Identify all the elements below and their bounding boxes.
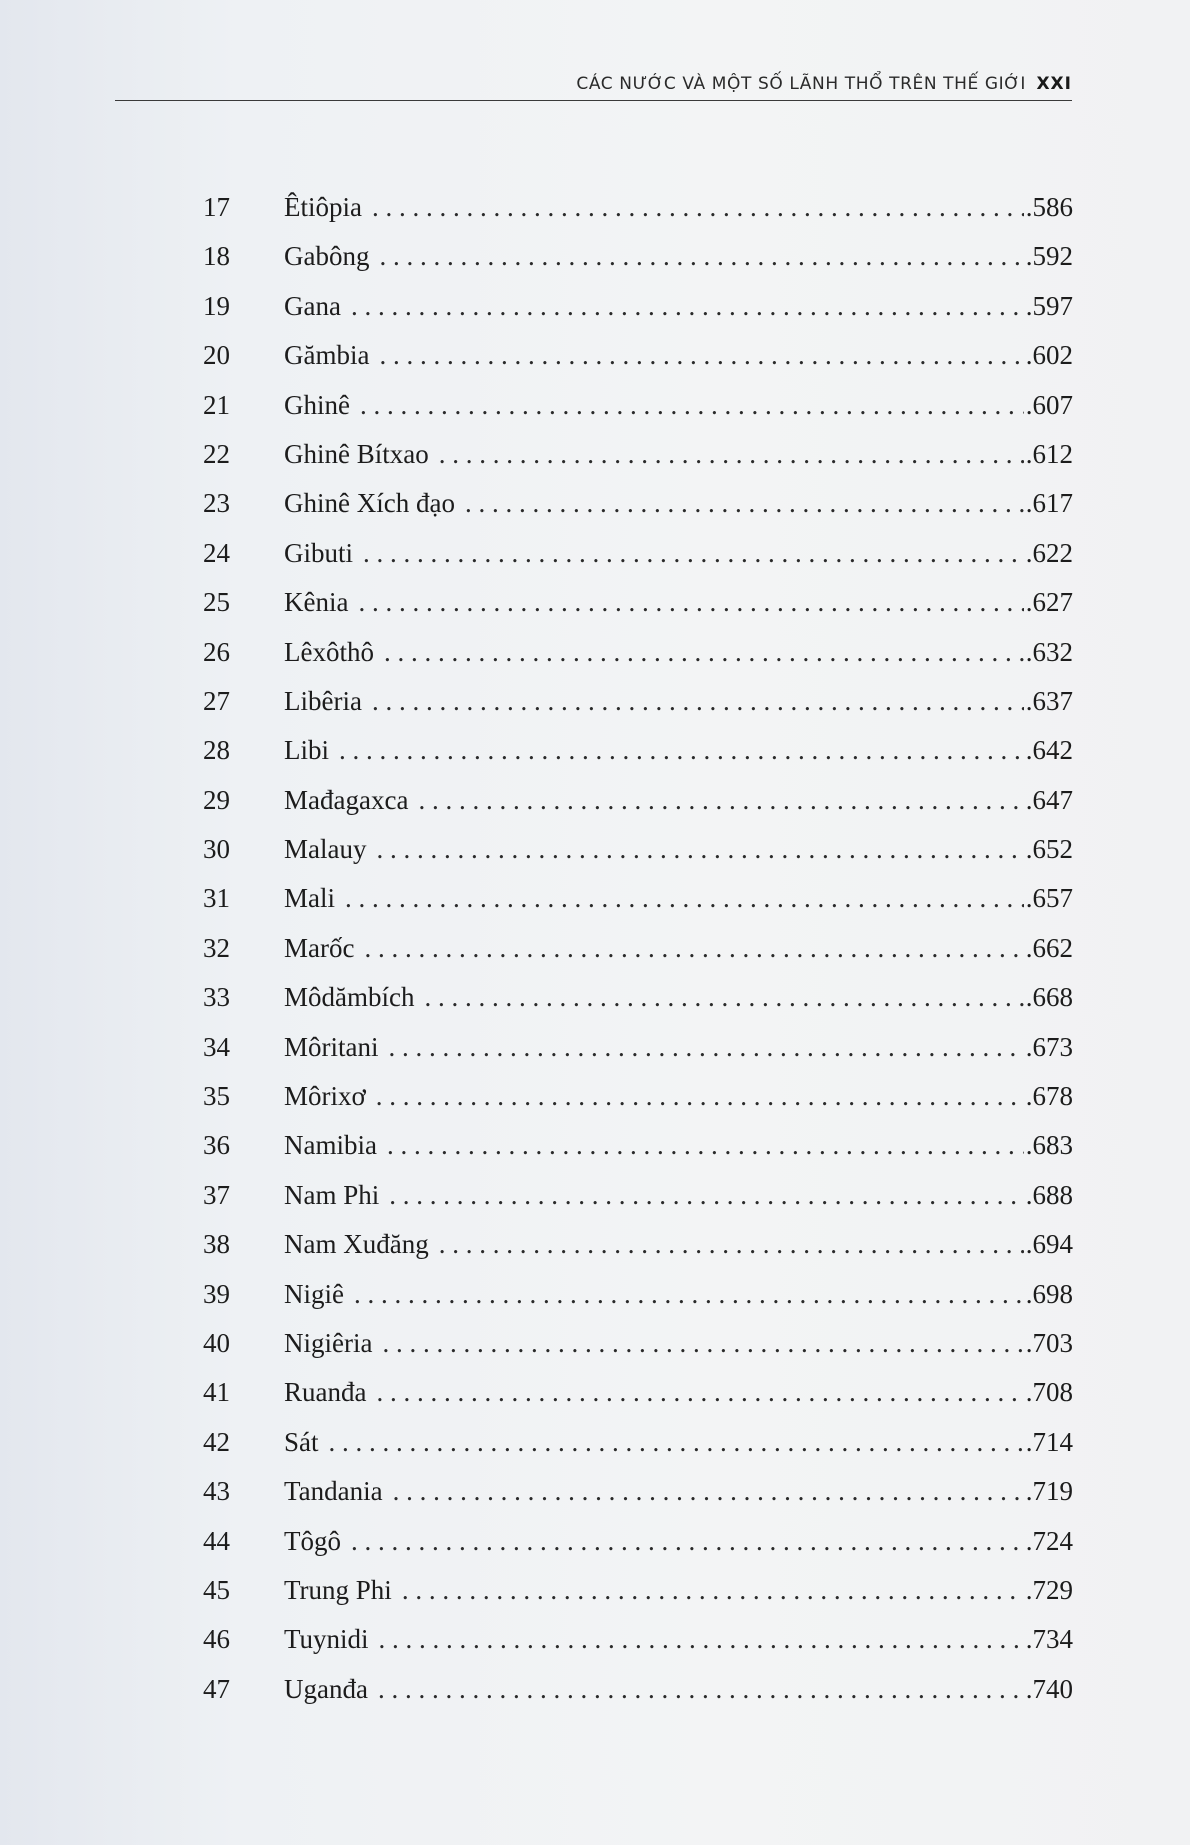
entry-number: 22 [203, 438, 230, 469]
toc-entry [0, 1175, 1190, 1224]
entry-page-number: .719 [1025, 1476, 1073, 1507]
entry-line [284, 1372, 1073, 1412]
entry-page-number: .637 [1025, 685, 1073, 716]
dot-leader [364, 928, 1023, 968]
toc-entry [0, 483, 1190, 532]
toc-entry [0, 236, 1190, 285]
entry-number: 35 [203, 1081, 230, 1112]
entry-country-name: Gibuti [284, 537, 354, 568]
entry-country-name: Nigiêria [284, 1327, 373, 1358]
entry-line [284, 1076, 1073, 1116]
entry-country-name: Nigiê [284, 1278, 344, 1309]
entry-country-name: Nam Phi [284, 1179, 380, 1210]
entry-country-name: Ghinê [284, 389, 350, 420]
dot-leader [345, 878, 1024, 918]
toc-entry [0, 1422, 1190, 1471]
toc-entry [0, 187, 1190, 236]
dot-leader [389, 1027, 1024, 1067]
entry-page-number: .683 [1025, 1130, 1073, 1161]
entry-line [284, 977, 1073, 1017]
dot-leader [379, 1619, 1024, 1659]
toc-entry [0, 533, 1190, 582]
entry-number: 36 [203, 1130, 230, 1161]
toc-entry [0, 1323, 1190, 1372]
entry-number: 39 [203, 1278, 230, 1309]
entry-page-number: .617 [1025, 488, 1073, 519]
entry-number: 41 [203, 1377, 230, 1408]
entry-line [284, 1274, 1073, 1314]
dot-leader [387, 1125, 1024, 1165]
entry-country-name: Libêria [284, 685, 362, 716]
dot-leader [465, 483, 1024, 523]
toc-entry [0, 434, 1190, 483]
entry-line [284, 1175, 1073, 1215]
page-number: XXI [1036, 74, 1072, 94]
entry-country-name: Lêxôthô [284, 636, 374, 667]
toc-entry [0, 730, 1190, 779]
entry-country-name: Mađagaxca [284, 784, 409, 815]
entry-number: 40 [203, 1327, 230, 1358]
toc-entry [0, 1471, 1190, 1520]
entry-page-number: .647 [1025, 784, 1073, 815]
entry-number: 30 [203, 834, 230, 865]
toc-entry [0, 829, 1190, 878]
dot-leader [372, 187, 1024, 227]
entry-line [284, 681, 1073, 721]
toc-entry [0, 1027, 1190, 1076]
entry-number: 17 [203, 192, 230, 222]
entry-line [284, 1570, 1073, 1610]
toc-entry [0, 582, 1190, 631]
dot-leader [379, 335, 1023, 375]
dot-leader [378, 1669, 1024, 1709]
dot-leader [339, 730, 1024, 770]
entry-country-name: Kênia [284, 587, 349, 618]
entry-page-number: .627 [1025, 587, 1073, 618]
entry-country-name: Môritani [284, 1031, 379, 1062]
dot-leader [372, 681, 1024, 721]
toc-entry [0, 1521, 1190, 1570]
dot-leader [376, 1372, 1023, 1412]
dot-leader [376, 1076, 1024, 1116]
entry-line [284, 582, 1073, 622]
entry-line [284, 780, 1073, 820]
entry-line [284, 829, 1073, 869]
dot-leader [382, 1323, 1023, 1363]
entry-country-name: Sát [284, 1426, 319, 1457]
entry-number: 38 [203, 1229, 230, 1260]
dot-leader [393, 1471, 1024, 1511]
entry-page-number: .622 [1025, 537, 1073, 568]
dot-leader [379, 236, 1023, 276]
entry-page-number: .597 [1025, 290, 1073, 321]
entry-number: 25 [203, 587, 230, 618]
entry-page-number: .703 [1025, 1327, 1073, 1358]
toc-entry [0, 1570, 1190, 1619]
toc-entry [0, 632, 1190, 681]
entry-line [284, 236, 1073, 276]
toc-entry [0, 977, 1190, 1026]
entry-page-number: .673 [1025, 1031, 1073, 1062]
dot-leader [384, 632, 1024, 672]
entry-line [284, 878, 1073, 918]
entry-line [284, 385, 1073, 425]
entry-page-number: .708 [1025, 1377, 1073, 1408]
dot-leader [376, 829, 1023, 869]
dot-leader [424, 977, 1023, 1017]
entry-number: 31 [203, 883, 230, 914]
dot-leader [439, 434, 1024, 474]
entry-page-number: .612 [1025, 438, 1073, 469]
entry-country-name: Ghinê Bítxao [284, 438, 429, 469]
entry-country-name: Môdămbích [284, 982, 415, 1013]
entry-number: 21 [203, 389, 230, 420]
toc-entry [0, 286, 1190, 335]
entry-number: 46 [203, 1624, 230, 1655]
entry-number: 19 [203, 290, 230, 321]
toc-entry [0, 928, 1190, 977]
entry-country-name: Nam Xuđăng [284, 1229, 429, 1260]
entry-line [284, 1669, 1073, 1709]
entry-line [284, 533, 1073, 573]
entry-line [284, 1224, 1073, 1264]
entry-number: 23 [203, 488, 230, 519]
entry-number: 29 [203, 784, 230, 815]
entry-line [284, 335, 1073, 375]
entry-page-number: .607 [1025, 389, 1073, 420]
entry-line [284, 1619, 1073, 1659]
entry-line [284, 286, 1073, 326]
entry-country-name: Ruanđa [284, 1377, 367, 1408]
entry-page-number: .678 [1025, 1081, 1073, 1112]
entry-line [284, 1521, 1073, 1561]
entry-page-number: .698 [1025, 1278, 1073, 1309]
entry-page-number: .657 [1025, 883, 1073, 914]
entry-country-name: Gana [284, 290, 341, 321]
entry-country-name: Tandania [284, 1476, 383, 1507]
entry-number: 43 [203, 1476, 230, 1507]
entry-number: 18 [203, 241, 230, 272]
entry-number: 34 [203, 1031, 230, 1062]
entry-number: 24 [203, 537, 230, 568]
dot-leader [418, 780, 1023, 820]
entry-line [284, 1323, 1073, 1363]
entry-line [284, 632, 1073, 672]
dot-leader [402, 1570, 1024, 1610]
entry-page-number: .592 [1025, 241, 1073, 272]
entry-page-number: .642 [1025, 735, 1073, 766]
entry-number: 20 [203, 340, 230, 371]
entry-line [284, 928, 1073, 968]
toc-entry [0, 1274, 1190, 1323]
toc-entry [0, 335, 1190, 384]
entry-country-name: Trung Phi [284, 1574, 392, 1605]
dot-leader [389, 1175, 1023, 1215]
toc-entry [0, 780, 1190, 829]
entry-page-number: .714 [1025, 1426, 1073, 1457]
dot-leader [329, 1422, 1024, 1462]
dot-leader [354, 1274, 1024, 1314]
entry-country-name: Malauy [284, 834, 367, 865]
entry-number: 45 [203, 1574, 230, 1605]
entry-country-name: Libi [284, 735, 329, 766]
entry-page-number: .652 [1025, 834, 1073, 865]
entry-country-name: Marốc [284, 932, 355, 963]
toc-entry [0, 1224, 1190, 1273]
entry-country-name: Gabông [284, 241, 370, 272]
toc-entry [0, 681, 1190, 730]
toc-entry [0, 1125, 1190, 1174]
table-of-contents [0, 187, 1190, 1718]
toc-entry [0, 878, 1190, 927]
toc-entry [0, 1669, 1190, 1718]
toc-entry [0, 1372, 1190, 1421]
entry-number: 42 [203, 1426, 230, 1457]
toc-entry [0, 1619, 1190, 1668]
entry-line [284, 434, 1073, 474]
entry-country-name: Môrixơ [284, 1081, 366, 1112]
entry-number: 28 [203, 735, 230, 766]
entry-number: 37 [203, 1179, 230, 1210]
entry-page-number: .688 [1025, 1179, 1073, 1210]
dot-leader [351, 1521, 1024, 1561]
dot-leader [363, 533, 1024, 573]
entry-country-name: Gămbia [284, 340, 370, 371]
entry-line [284, 1471, 1073, 1511]
entry-page-number: .668 [1025, 982, 1073, 1013]
entry-number: 33 [203, 982, 230, 1013]
entry-country-name: Tôgô [284, 1525, 341, 1556]
entry-page-number: .734 [1025, 1624, 1073, 1655]
entry-country-name: Tuynidi [284, 1624, 369, 1655]
entry-country-name: Ghinê Xích đạo [284, 488, 455, 519]
dot-leader [439, 1224, 1024, 1264]
entry-line [284, 483, 1073, 523]
entry-page-number: .586 [1025, 192, 1073, 222]
entry-country-name: Uganđa [284, 1673, 368, 1704]
entry-page-number: .724 [1025, 1525, 1073, 1556]
dot-leader [351, 286, 1024, 326]
entry-number: 27 [203, 685, 230, 716]
entry-country-name: Namibia [284, 1130, 377, 1161]
entry-country-name: Mali [284, 883, 335, 914]
entry-country-name: Êtiôpia [284, 192, 362, 222]
running-head [115, 70, 1072, 101]
entry-line [284, 1125, 1073, 1165]
entry-line [284, 730, 1073, 770]
entry-page-number: .632 [1025, 636, 1073, 667]
dot-leader [360, 385, 1024, 425]
entry-number: 47 [203, 1673, 230, 1704]
dot-leader [358, 582, 1023, 622]
toc-entry [0, 385, 1190, 434]
entry-page-number: .729 [1025, 1574, 1073, 1605]
entry-page-number: .662 [1025, 932, 1073, 963]
entry-number: 26 [203, 636, 230, 667]
entry-number: 32 [203, 932, 230, 963]
running-head-title: CÁC NƯỚC VÀ MỘT SỐ LÃNH THỔ TRÊN THẾ GIỚI [576, 74, 1026, 94]
entry-number: 44 [203, 1525, 230, 1556]
toc-entry [0, 1076, 1190, 1125]
entry-page-number: .694 [1025, 1229, 1073, 1260]
entry-page-number: .740 [1025, 1673, 1073, 1704]
entry-page-number: .602 [1025, 340, 1073, 371]
entry-line [284, 1422, 1073, 1462]
entry-line [284, 187, 1073, 227]
entry-line [284, 1027, 1073, 1067]
